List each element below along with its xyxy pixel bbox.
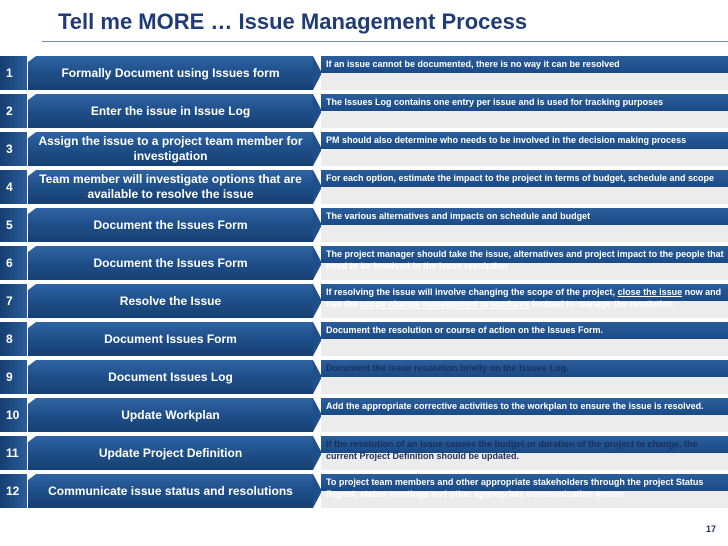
step-label: Document the Issues Form — [28, 246, 313, 280]
scope-change-procedures-link[interactable]: scope change management procedures — [360, 299, 530, 309]
step-description: For each option, estimate the impact to the project in terms of budget, schedule and scope — [326, 173, 715, 183]
step-description: The project manager should take the issue, alternatives and project impact to the people that need to be involved in the issue resolution — [326, 249, 724, 271]
step-description: Add the appropriate corrective activities to the workplan to ensure the issue is resolved. — [326, 401, 704, 411]
description-panel — [321, 339, 728, 356]
step-notch — [28, 284, 36, 290]
step-row-1 — [0, 56, 728, 90]
description-text: If resolving the issue will involve changing the scope of the project, — [326, 287, 618, 297]
step-description — [326, 286, 724, 310]
step-row-3 — [0, 132, 728, 166]
step-row-4 — [0, 170, 728, 204]
step-number: 2 — [0, 94, 27, 128]
step-number: 12 — [0, 474, 27, 508]
description-text: instead to manage the resolution — [529, 299, 674, 309]
step-label: Document Issues Form — [28, 322, 313, 356]
step-row-12 — [0, 474, 728, 508]
step-notch — [28, 56, 36, 62]
step-notch — [28, 94, 36, 100]
step-number: 4 — [0, 170, 27, 204]
step-row-2 — [0, 94, 728, 128]
description-text: now and use the — [326, 287, 722, 309]
step-label: Communicate issue status and resolutions — [28, 474, 313, 508]
description-panel — [321, 225, 728, 242]
step-notch — [28, 170, 36, 176]
page-number: 17 — [705, 524, 716, 534]
step-number: 8 — [0, 322, 27, 356]
step-number: 11 — [0, 436, 27, 470]
step-description: PM should also determine who needs to be involved in the decision making process — [326, 135, 687, 145]
step-row-8 — [0, 322, 728, 356]
step-notch — [28, 398, 36, 404]
description-panel — [321, 415, 728, 432]
step-row-6 — [0, 246, 728, 280]
step-number: 6 — [0, 246, 27, 280]
step-label: Document Issues Log — [28, 360, 313, 394]
step-notch — [28, 246, 36, 252]
step-label: Update Workplan — [28, 398, 313, 432]
step-number: 9 — [0, 360, 27, 394]
description-panel — [321, 377, 728, 394]
step-notch — [28, 132, 36, 138]
step-row-5 — [0, 208, 728, 242]
step-notch — [28, 208, 36, 214]
step-number: 3 — [0, 132, 27, 166]
step-description: If an issue cannot be documented, there is no way it can be resolved — [326, 59, 620, 69]
step-label: Resolve the Issue — [28, 284, 313, 318]
step-row-10 — [0, 398, 728, 432]
description-panel — [321, 149, 728, 166]
step-row-11 — [0, 436, 728, 470]
description-panel — [321, 73, 728, 90]
step-notch — [28, 322, 36, 328]
step-notch — [28, 360, 36, 366]
step-description: The various alternatives and impacts on schedule and budget — [326, 211, 591, 221]
step-description: Document the resolution or course of action on the Issues Form. — [326, 325, 604, 335]
title-divider — [42, 41, 728, 42]
step-label: Enter the issue in Issue Log — [28, 94, 313, 128]
step-label: Team member will investigate options that are available to resolve the issue — [28, 170, 313, 204]
step-description: If the resolution of an issue causes the budget or duration of the project to change, the current Project Definition should be updated. — [326, 439, 698, 461]
description-panel — [321, 187, 728, 204]
step-description: Document the issue resolution briefly on the Issues Log. — [326, 363, 569, 373]
page-title: Tell me MORE … Issue Management Process — [58, 9, 528, 34]
step-label: Update Project Definition — [28, 436, 313, 470]
step-label: Formally Document using Issues form — [28, 56, 313, 90]
step-description: The Issues Log contains one entry per issue and is used for tracking purposes — [326, 97, 664, 107]
step-label: Document the Issues Form — [28, 208, 313, 242]
description-panel — [321, 111, 728, 128]
step-number: 10 — [0, 398, 27, 432]
step-notch — [28, 474, 36, 480]
step-notch — [28, 436, 36, 442]
step-number: 7 — [0, 284, 27, 318]
close-issue-link[interactable]: close the issue — [617, 287, 683, 297]
step-row-9 — [0, 360, 728, 394]
step-description: To project team members and other appropriate stakeholders through the project Status Report, status meetings and other appropriate communication means — [326, 477, 704, 499]
step-row-7 — [0, 284, 728, 318]
step-number: 1 — [0, 56, 27, 90]
step-label: Assign the issue to a project team member for investigation — [28, 132, 313, 166]
step-number: 5 — [0, 208, 27, 242]
